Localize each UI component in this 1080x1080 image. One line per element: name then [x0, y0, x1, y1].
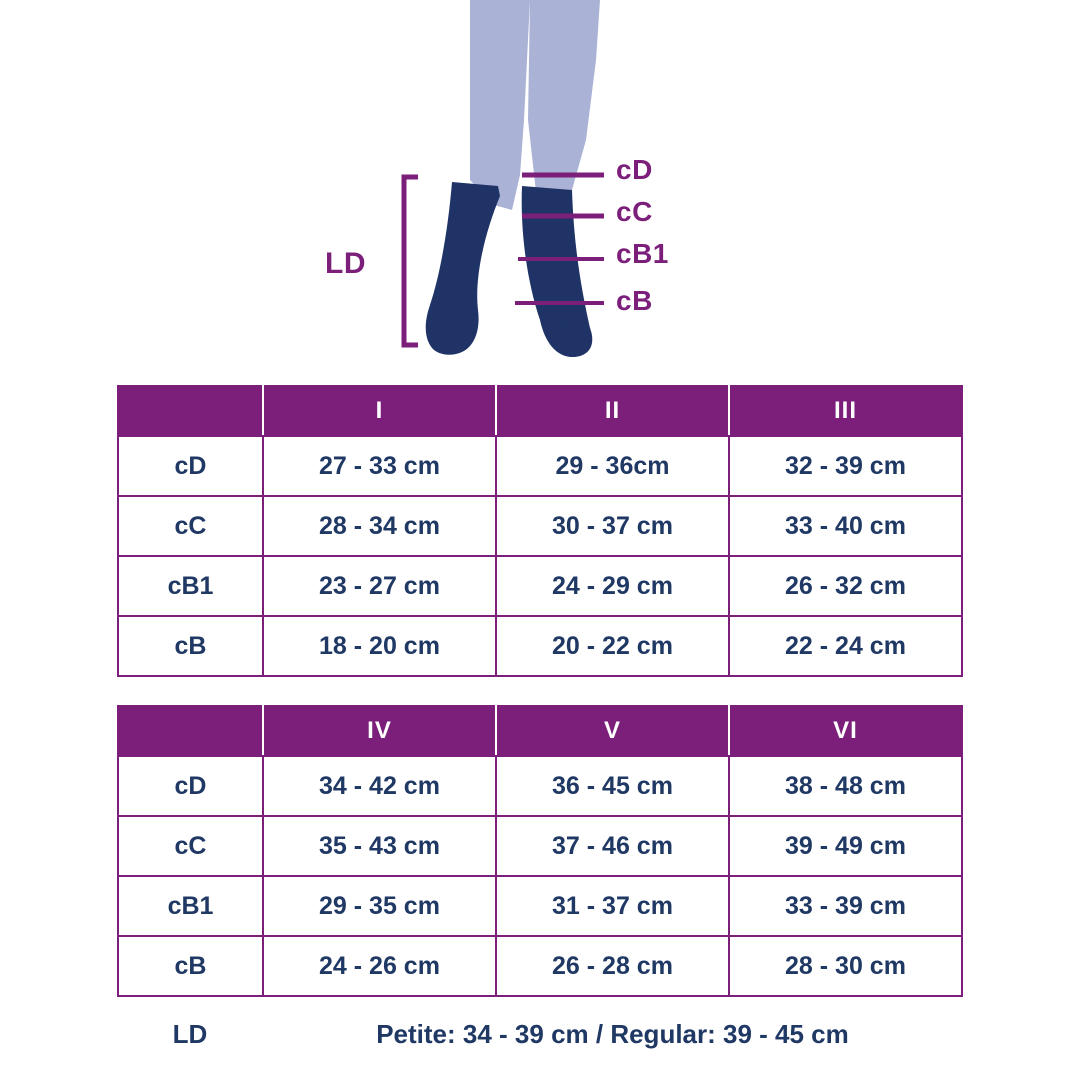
cell-cC-II: 30 - 37 cm: [496, 496, 729, 556]
cell-cD-VI: 38 - 48 cm: [729, 756, 962, 816]
back-leg-shape: [470, 0, 530, 210]
cell-cB-VI: 28 - 30 cm: [729, 936, 962, 996]
table-row: [118, 936, 962, 996]
table-row: [118, 556, 962, 616]
row-label-cB1: cB1: [118, 876, 263, 936]
table-row: [118, 616, 962, 676]
table-row: [118, 816, 962, 876]
cell-cC-I: 28 - 34 cm: [263, 496, 496, 556]
front-leg-shape: [528, 0, 600, 192]
table-one-header-II: II: [496, 386, 729, 436]
cell-cB1-VI: 33 - 39 cm: [729, 876, 962, 936]
row-label-cC: cC: [118, 816, 263, 876]
ld-bracket: [404, 177, 418, 345]
footer-key-LD: LD: [172, 1019, 208, 1049]
back-sock-shape: [426, 182, 500, 355]
label-cB1: cB1: [616, 238, 669, 269]
row-label-cB: cB: [118, 936, 263, 996]
size-table-one: [117, 385, 963, 677]
cell-cB-II: 20 - 22 cm: [496, 616, 729, 676]
cell-cD-V: 36 - 45 cm: [496, 756, 729, 816]
size-tables: [0, 385, 1080, 1050]
label-cC: cC: [616, 196, 653, 227]
table-one-header-corner: [118, 386, 263, 436]
table-one-header-row: [118, 386, 962, 436]
table-two-header-row: [118, 706, 962, 756]
cell-cB1-III: 26 - 32 cm: [729, 556, 962, 616]
table-row: [118, 436, 962, 496]
label-LD: LD: [325, 247, 366, 280]
cell-cC-III: 33 - 40 cm: [729, 496, 962, 556]
table-row: [118, 756, 962, 816]
table-two-header-IV: IV: [263, 706, 496, 756]
leg-measurement-illustration: [0, 0, 1080, 385]
footer-value-lengths: Petite: 34 - 39 cm / Regular: 39 - 45 cm: [376, 1019, 849, 1049]
size-table-two: [117, 705, 963, 997]
length-footer: [118, 1019, 963, 1050]
label-cB: cB: [616, 285, 653, 316]
cell-cC-V: 37 - 46 cm: [496, 816, 729, 876]
row-label-cD: cD: [118, 756, 263, 816]
cell-cD-II: 29 - 36cm: [496, 436, 729, 496]
leg-diagram-svg: [0, 0, 1080, 385]
row-label-cB1: cB1: [118, 556, 263, 616]
label-cD: cD: [616, 154, 653, 185]
cell-cB-I: 18 - 20 cm: [263, 616, 496, 676]
table-one-header-I: I: [263, 386, 496, 436]
table-row: [118, 876, 962, 936]
cell-cB1-I: 23 - 27 cm: [263, 556, 496, 616]
cell-cC-VI: 39 - 49 cm: [729, 816, 962, 876]
cell-cB-IV: 24 - 26 cm: [263, 936, 496, 996]
cell-cD-III: 32 - 39 cm: [729, 436, 962, 496]
row-label-cC: cC: [118, 496, 263, 556]
cell-cB-III: 22 - 24 cm: [729, 616, 962, 676]
table-two-header-V: V: [496, 706, 729, 756]
table-one-header-III: III: [729, 386, 962, 436]
table-row: [118, 496, 962, 556]
cell-cC-IV: 35 - 43 cm: [263, 816, 496, 876]
row-label-cD: cD: [118, 436, 263, 496]
cell-cB-V: 26 - 28 cm: [496, 936, 729, 996]
table-two-header-corner: [118, 706, 263, 756]
cell-cD-IV: 34 - 42 cm: [263, 756, 496, 816]
cell-cB1-II: 24 - 29 cm: [496, 556, 729, 616]
cell-cB1-V: 31 - 37 cm: [496, 876, 729, 936]
table-two-header-VI: VI: [729, 706, 962, 756]
cell-cD-I: 27 - 33 cm: [263, 436, 496, 496]
row-label-cB: cB: [118, 616, 263, 676]
cell-cB1-IV: 29 - 35 cm: [263, 876, 496, 936]
